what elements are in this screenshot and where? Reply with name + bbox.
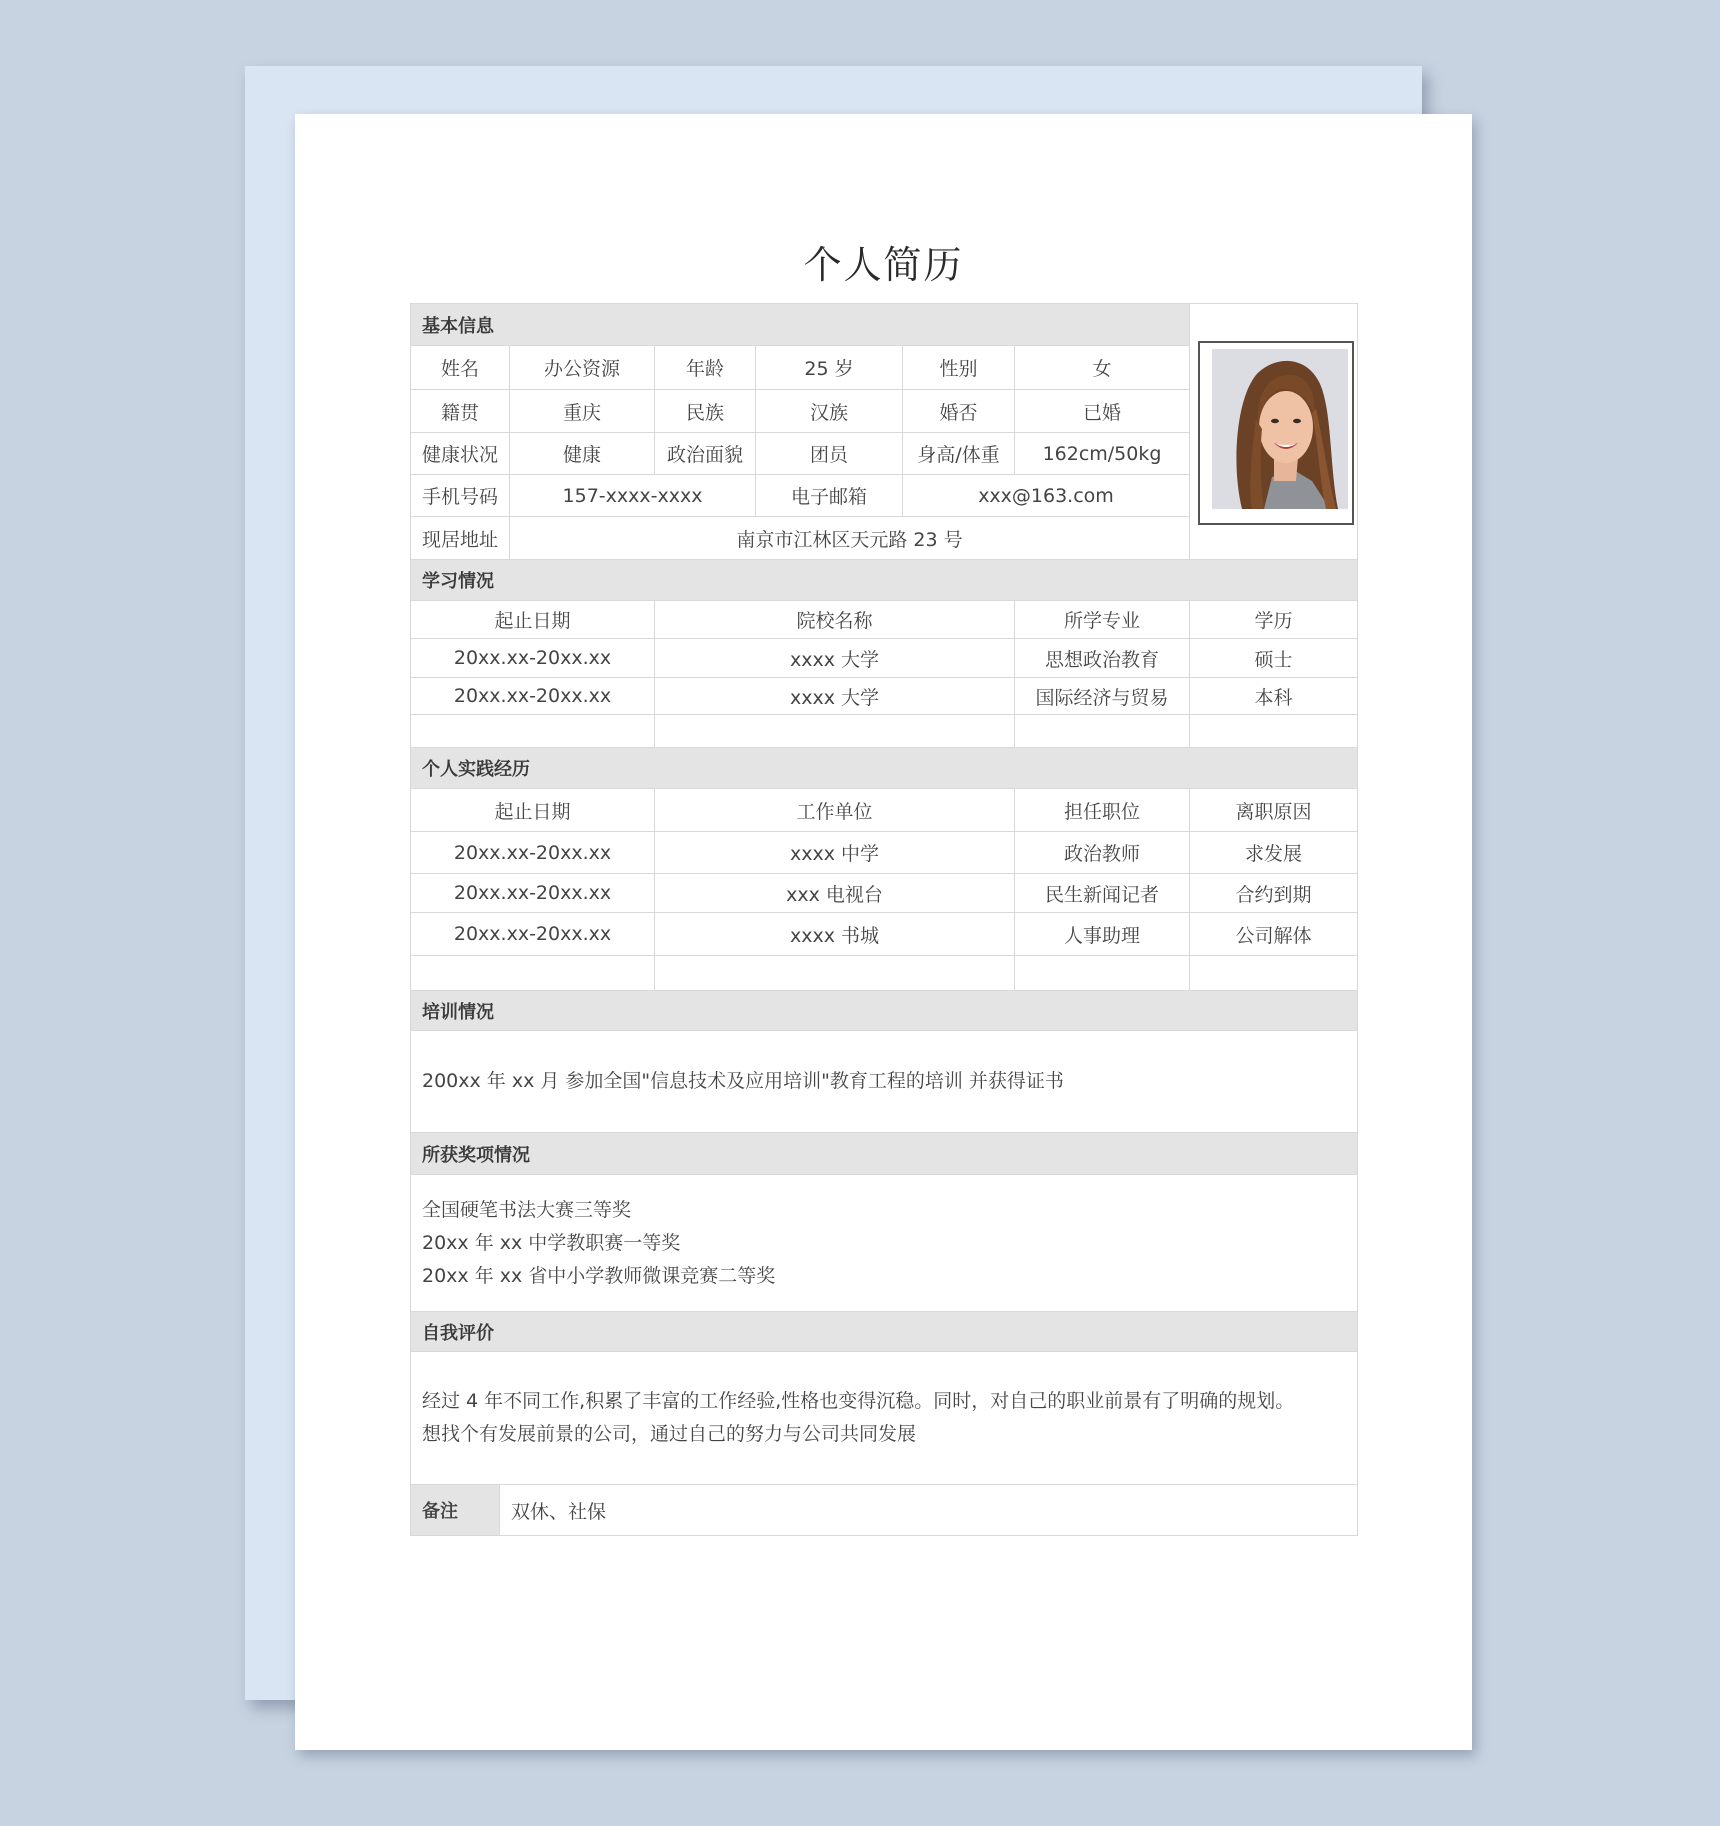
training-content — [410, 1030, 1358, 1133]
photo-frame — [1198, 341, 1354, 525]
exp-row-1-position: 政治教师 — [1014, 831, 1190, 874]
self-evaluation-line: 想找个有发展前景的公司，通过自己的努力与公司共同发展 — [422, 1423, 917, 1445]
self-evaluation-line: 经过 4 年不同工作,积累了丰富的工作经验,性格也变得沉稳。同时，对自己的职业前景有了明确的规划。 — [422, 1390, 1295, 1412]
edu-row-2-major: 国际经济与贸易 — [1014, 677, 1190, 715]
exp-row-4-employer — [654, 955, 1015, 991]
value-marital: 已婚 — [1014, 389, 1190, 433]
exp-row-3-employer: xxxx 书城 — [654, 912, 1015, 956]
edu-header-degree: 学历 — [1189, 600, 1358, 639]
profile-photo — [1212, 349, 1348, 509]
label-political: 政治面貌 — [654, 432, 756, 475]
exp-row-2-reason: 合约到期 — [1189, 873, 1358, 913]
exp-row-3-position: 人事助理 — [1014, 912, 1190, 956]
label-marital: 婚否 — [902, 389, 1015, 433]
section-header-self-evaluation: 自我评价 — [410, 1311, 1358, 1352]
award-item: 20xx 年 xx 省中小学教师微课竞赛二等奖 — [422, 1264, 776, 1287]
edu-row-3-dates — [410, 714, 655, 748]
page-title: 个人简历 — [803, 243, 964, 287]
label-email: 电子邮箱 — [755, 474, 903, 517]
exp-row-3-dates: 20xx.xx-20xx.xx — [410, 912, 655, 956]
awards-content — [410, 1174, 1358, 1312]
self-evaluation-content — [410, 1351, 1358, 1485]
exp-row-2-position: 民生新闻记者 — [1014, 873, 1190, 913]
edu-header-major: 所学专业 — [1014, 600, 1190, 639]
exp-row-3-reason: 公司解体 — [1189, 912, 1358, 956]
award-item: 20xx 年 xx 中学教职赛一等奖 — [422, 1231, 681, 1254]
value-political: 团员 — [755, 432, 903, 475]
section-header-education: 学习情况 — [410, 559, 1358, 601]
edu-row-1-degree: 硕士 — [1189, 638, 1358, 678]
exp-row-4-position — [1014, 955, 1190, 991]
exp-row-4-reason — [1189, 955, 1358, 991]
section-header-experience: 个人实践经历 — [410, 747, 1358, 789]
exp-row-2-dates: 20xx.xx-20xx.xx — [410, 873, 655, 913]
label-age: 年龄 — [654, 345, 756, 390]
edu-header-dates: 起止日期 — [410, 600, 655, 639]
remarks-value: 双休、社保 — [499, 1484, 1358, 1536]
label-phone: 手机号码 — [410, 474, 510, 517]
exp-row-1-employer: xxxx 中学 — [654, 831, 1015, 874]
portrait-icon — [1212, 349, 1348, 509]
edu-row-2-degree: 本科 — [1189, 677, 1358, 715]
value-gender: 女 — [1014, 345, 1190, 390]
value-address: 南京市江林区天元路 23 号 — [509, 516, 1190, 560]
value-height-weight: 162cm/50kg — [1014, 432, 1190, 475]
training-line: 200xx 年 xx 月 参加全国"信息技术及应用培训"教育工程的培训 并获得证书 — [422, 1070, 1064, 1092]
award-item: 全国硬笔书法大赛三等奖 — [422, 1198, 632, 1221]
exp-row-2-employer: xxx 电视台 — [654, 873, 1015, 913]
edu-row-2-dates: 20xx.xx-20xx.xx — [410, 677, 655, 715]
label-ethnicity: 民族 — [654, 389, 756, 433]
exp-row-1-dates: 20xx.xx-20xx.xx — [410, 831, 655, 874]
label-height-weight: 身高/体重 — [902, 432, 1015, 475]
edu-row-1-major: 思想政治教育 — [1014, 638, 1190, 678]
exp-header-dates: 起止日期 — [410, 788, 655, 832]
section-header-basic-info: 基本信息 — [410, 303, 1190, 346]
edu-row-1-dates: 20xx.xx-20xx.xx — [410, 638, 655, 678]
section-header-training: 培训情况 — [410, 990, 1358, 1031]
edu-row-2-school: xxxx 大学 — [654, 677, 1015, 715]
exp-row-1-reason: 求发展 — [1189, 831, 1358, 874]
value-email: xxx@163.com — [902, 474, 1190, 517]
exp-header-reason: 离职原因 — [1189, 788, 1358, 832]
edu-row-3-degree — [1189, 714, 1358, 748]
value-name: 办公资源 — [509, 345, 655, 390]
label-address: 现居地址 — [410, 516, 510, 560]
section-header-awards: 所获奖项情况 — [410, 1132, 1358, 1175]
value-age: 25 岁 — [755, 345, 903, 390]
edu-row-3-school — [654, 714, 1015, 748]
label-health: 健康状况 — [410, 432, 510, 475]
value-phone: 157-xxxx-xxxx — [509, 474, 756, 517]
value-ethnicity: 汉族 — [755, 389, 903, 433]
label-name: 姓名 — [410, 345, 510, 390]
edu-row-1-school: xxxx 大学 — [654, 638, 1015, 678]
value-health: 健康 — [509, 432, 655, 475]
edu-row-3-major — [1014, 714, 1190, 748]
value-hometown: 重庆 — [509, 389, 655, 433]
label-hometown: 籍贯 — [410, 389, 510, 433]
edu-header-school: 院校名称 — [654, 600, 1015, 639]
exp-row-4-dates — [410, 955, 655, 991]
exp-header-position: 担任职位 — [1014, 788, 1190, 832]
remarks-label: 备注 — [410, 1484, 500, 1536]
label-gender: 性别 — [902, 345, 1015, 390]
exp-header-employer: 工作单位 — [654, 788, 1015, 832]
